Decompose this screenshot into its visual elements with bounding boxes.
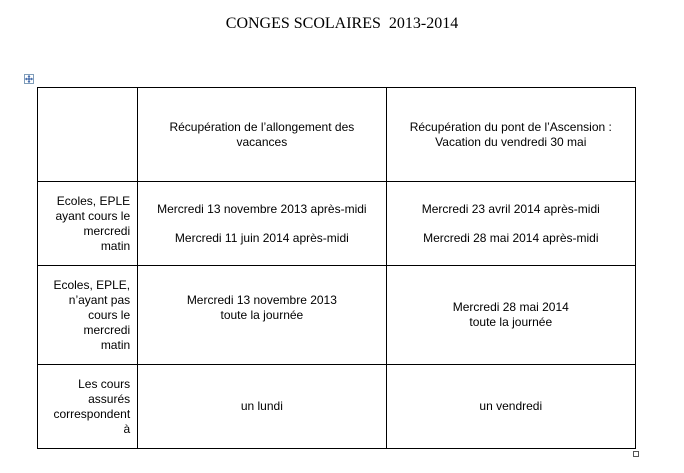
row-label-line: matin	[100, 238, 131, 253]
header-cell-ascension-recovery[interactable]: Récupération du pont de l’Ascension : Vacation du vendredi 30 mai	[386, 88, 635, 182]
table-cell[interactable]	[138, 182, 386, 266]
cell-line: toute la journée	[469, 315, 553, 329]
cell-line: Mercredi 28 mai 2014 après-midi	[423, 230, 599, 245]
row-label-line: ayant cours le	[55, 208, 131, 223]
resize-square-icon[interactable]	[633, 451, 639, 457]
row-label-line: Les cours	[78, 376, 131, 391]
cell-line: Mercredi 28 mai 2014	[452, 300, 569, 314]
table-row	[38, 365, 636, 449]
table-cell[interactable]	[138, 266, 386, 365]
cell-line: Mercredi 23 avril 2014 après-midi	[421, 201, 600, 216]
table-row	[38, 182, 636, 266]
table-cell[interactable]: un vendredi	[386, 365, 635, 449]
row-label-line: Ecoles, EPLE,	[53, 277, 131, 292]
holiday-schedule-table	[37, 87, 636, 449]
row-label-line: mercredi	[83, 223, 131, 238]
table-move-handle-icon[interactable]	[24, 74, 34, 84]
row-label-cell[interactable]	[38, 365, 138, 449]
row-label-line: matin	[100, 337, 131, 352]
table-cell[interactable]	[386, 266, 635, 365]
table-cell[interactable]	[386, 182, 635, 266]
table-cell[interactable]: un lundi	[138, 365, 386, 449]
row-label-line: Ecoles, EPLE	[56, 193, 131, 208]
row-label-line: cours le	[88, 307, 131, 322]
header-cell-extension-recovery[interactable]: Récupération de l’allongement des vacances	[138, 88, 386, 182]
cell-line: Mercredi 13 novembre 2013	[186, 293, 337, 307]
row-label-line: correspondent	[53, 406, 131, 421]
cell-line: toute la journée	[220, 308, 304, 322]
move-arrows-icon	[25, 75, 33, 83]
document-title: CONGES SCOLAIRES 2013-2014	[225, 15, 459, 32]
row-label-line: assurés	[88, 391, 131, 406]
cell-line: Mercredi 11 juin 2014 après-midi	[174, 230, 349, 245]
table-row	[38, 266, 636, 365]
row-label-line: n’ayant pas	[68, 292, 131, 307]
row-label-line: mercredi	[83, 322, 131, 337]
row-label-cell[interactable]	[38, 266, 138, 365]
table-header-row	[38, 88, 636, 182]
row-label-line: à	[123, 421, 131, 436]
corner-cell[interactable]	[38, 88, 138, 182]
row-label-cell[interactable]	[38, 182, 138, 266]
cell-line: Mercredi 13 novembre 2013 après-midi	[157, 201, 367, 216]
